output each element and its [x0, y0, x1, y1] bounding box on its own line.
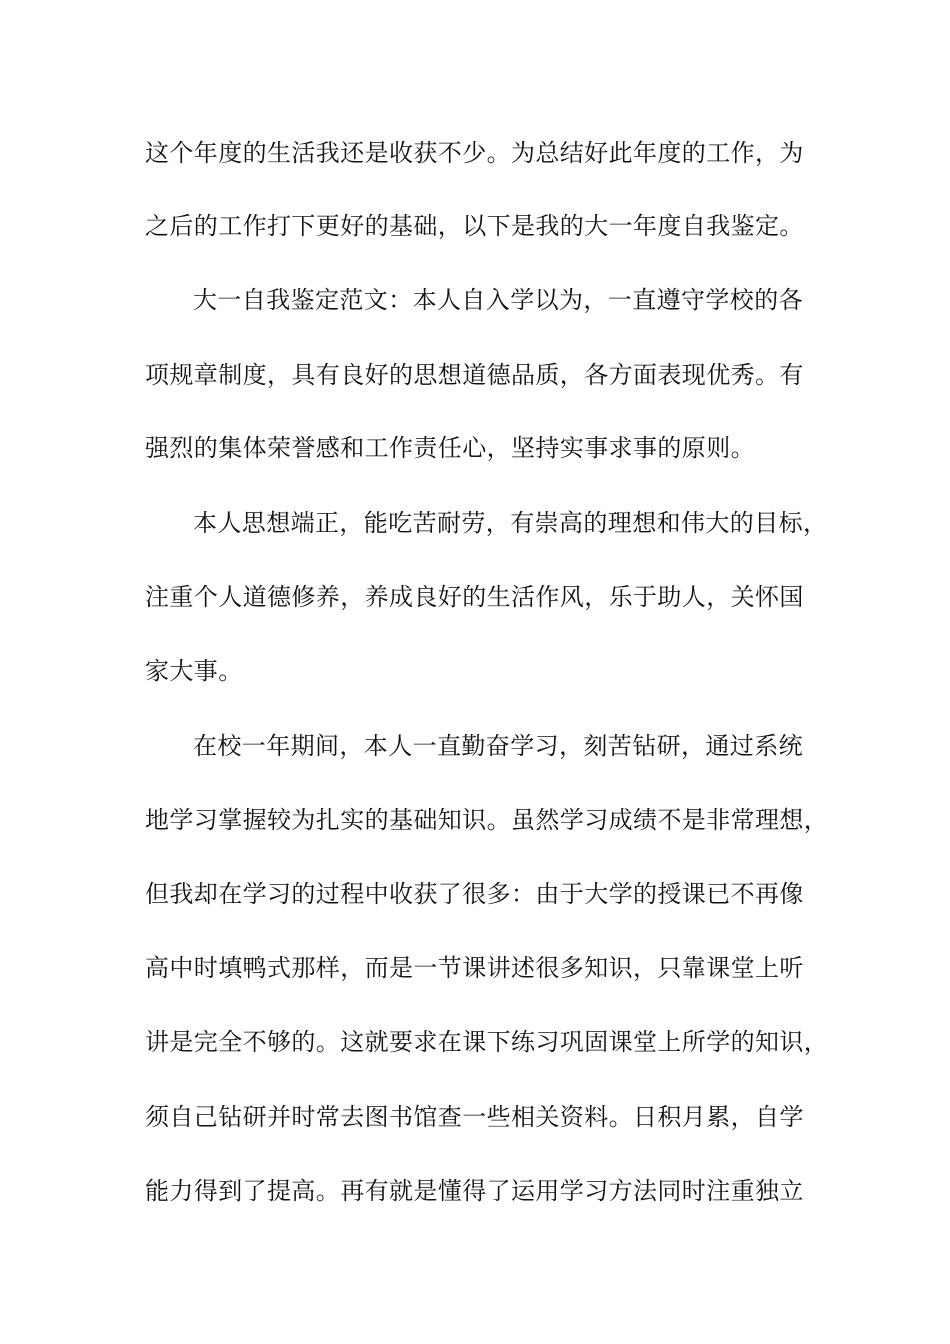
text-line-7: 注重个人道德修养，养成良好的生活作风，乐于助人，关怀国 [145, 583, 804, 611]
text-line-6: 本人思想端正，能吃苦耐劳，有崇高的理想和伟大的目标， [193, 509, 828, 537]
text-line-2: 之后的工作打下更好的基础，以下是我的大一年度自我鉴定。 [145, 212, 804, 240]
text-line-8: 家大事。 [145, 657, 243, 685]
text-line-13: 讲是完全不够的。这就要求在课下练习巩固课堂上所学的知识， [145, 1028, 829, 1056]
text-line-14: 须自己钻研并时常去图书馆查一些相关资料。日积月累，自学 [145, 1103, 804, 1131]
text-line-3: 大一自我鉴定范文：本人自入学以为，一直遵守学校的各 [193, 286, 803, 314]
text-line-15: 能力得到了提高。再有就是懂得了运用学习方法同时注重独立 [145, 1177, 804, 1205]
text-line-12: 高中时填鸭式那样，而是一节课讲述很多知识，只靠课堂上听 [145, 954, 804, 982]
text-line-11: 但我却在学习的过程中收获了很多：由于大学的授课已不再像 [145, 880, 804, 908]
text-line-1: 这个年度的生活我还是收获不少。为总结好此年度的工作，为 [145, 139, 804, 167]
text-line-5: 强烈的集体荣誉感和工作责任心，坚持实事求事的原则。 [145, 434, 755, 462]
text-line-4: 项规章制度，具有良好的思想道德品质，各方面表现优秀。有 [145, 361, 804, 389]
text-line-9: 在校一年期间，本人一直勤奋学习，刻苦钻研，通过系统 [193, 732, 803, 760]
text-line-10: 地学习掌握较为扎实的基础知识。虽然学习成绩不是非常理想， [145, 806, 829, 834]
